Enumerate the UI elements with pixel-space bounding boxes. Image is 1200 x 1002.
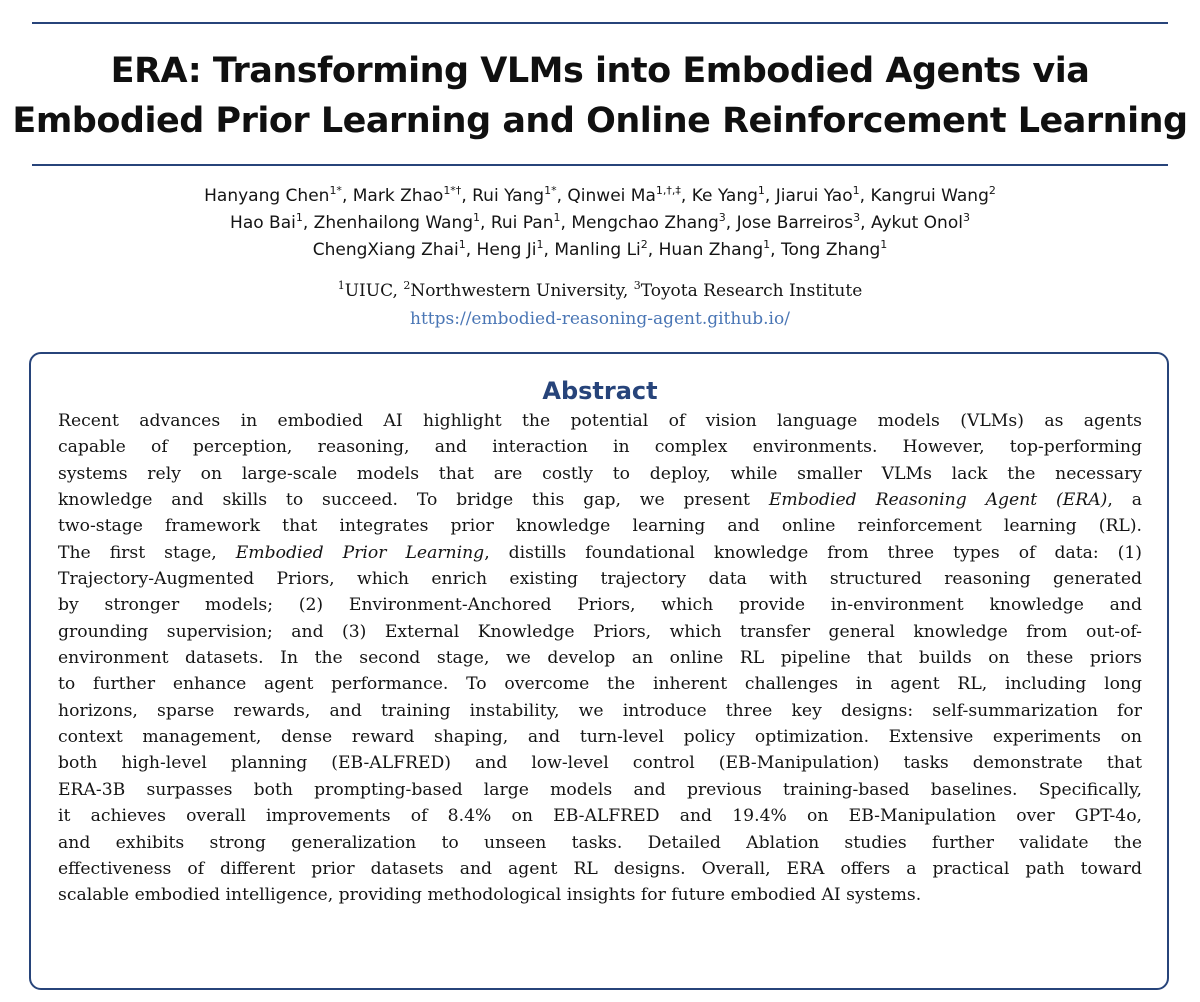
author-line: ChengXiang Zhai$^1$, Heng Ji$^1$, Manling Li$^2$, Huan Zhang$^1$, Tong Zhang$^1$ [312,238,888,260]
author-affiliation-mark: 1* [544,184,557,197]
author-affiliation-mark: 1 [536,238,544,251]
abstract-line [58,645,1142,671]
author-name: Mark Zhao [352,186,444,206]
abstract-segment: to further enhance agent performance. To overcome the inherent challenges in agent RL, including long [58,674,1142,695]
abstract-line [58,830,1142,856]
author-name: Zhenhailong Wang [313,213,474,233]
affiliations: $^1$UIUC, $^2$Northwestern University, $^3$Toyota Research Institute [337,279,863,301]
abstract-segment: , distills foundational knowledge from three types of data: (1) [484,542,1142,563]
author-name: ChengXiang Zhai [312,240,459,260]
author-affiliation-mark: 1 [757,184,765,197]
title-line-2: Embodied Prior Learning and Online Reinforcement Learning [12,101,1188,141]
affiliation-number: 1 [337,279,345,292]
author-name: Rui Pan [490,213,554,233]
author-affiliation-mark: 1*† [443,184,462,197]
abstract-line [58,566,1142,592]
abstract-line [58,671,1142,697]
abstract-line [58,434,1142,460]
abstract-line [58,724,1142,750]
abstract-line [58,803,1142,829]
abstract-segment: systems rely on large-scale models that are costly to deploy, while smaller VLMs lack the necessary [58,463,1142,484]
abstract-line [58,856,1142,882]
author-affiliation-mark: 2 [640,238,648,251]
author-affiliation-mark: 1 [852,184,860,197]
author-name: Manling Li [554,240,641,260]
author-name: Jose Barreiros [736,213,854,233]
affiliation-name: Toyota Research Institute [640,281,863,301]
abstract-emphasis: Embodied Reasoning Agent (ERA) [768,490,1108,511]
author-affiliation-mark: 1 [880,238,888,251]
author-name: Heng Ji [476,240,537,260]
abstract-line [58,882,1142,908]
author-name: Hanyang Chen [204,186,330,206]
abstract-segment: and exhibits strong generalization to unseen tasks. Detailed Ablation studies further validate the [58,832,1142,853]
author-name: Huan Zhang [658,240,764,260]
abstract-segment: , a [1107,490,1142,511]
author-list [0,183,1200,264]
abstract-segment: two-stage framework that integrates prior knowledge learning and online reinforcement learning (RL). [58,516,1142,537]
author-affiliation-mark: 3 [718,211,726,224]
abstract-line [58,461,1142,487]
author-line: Hanyang Chen$^{1*}$, Mark Zhao$^{1*\dagger}$, Rui Yang$^{1*}$, Qinwei $Ma^{1,\dagger,\ddagger}$, Ke Yang$^1$, Jiarui Yao$^1$, Kangrui Wang$^2$ [204,184,996,206]
affiliation-name: UIUC [344,281,393,301]
author-name: Jiarui Yao [775,186,853,206]
author-name: Tong Zhang [780,240,881,260]
project-link[interactable]: https://embodied-reasoning-agent.github.io/ [410,309,790,329]
bottom-rule [32,164,1168,166]
author-name: Mengchao Zhang [571,213,719,233]
author-affiliation-mark: 1 [763,238,771,251]
abstract-line [58,777,1142,803]
author-affiliation-mark: 1,†,‡ [655,184,681,197]
author-affiliation-mark: 1 [553,211,561,224]
abstract-segment: knowledge and skills to succeed. To bridge this gap, we present [58,490,769,511]
abstract-line [58,408,1142,434]
author-affiliation-mark: 3 [962,211,970,224]
abstract-emphasis: Embodied Prior Learning [235,542,485,563]
affiliation-number: 2 [403,279,411,292]
author-line: Hao Bai$^1$, Zhenhailong Wang$^1$, Rui Pan$^1$, Mengchao Zhang$^3$, Jose Barreiros$^3$, Aykut Onol$^3$ [230,211,970,233]
abstract-segment: Trajectory-Augmented Priors, which enrich existing trajectory data with structured reasoning generated [58,569,1142,590]
abstract-segment: context management, dense reward shaping, and turn-level policy optimization. Extensive experiments on [58,727,1142,748]
author-affiliation-mark: 1 [295,211,303,224]
abstract-segment: Recent advances in embodied AI highlight the potential of vision language models (VLMs) as agents [58,411,1142,431]
abstract-heading: Abstract [542,377,658,405]
author-affiliation-mark: 1 [458,238,466,251]
author-affiliation-mark: 1* [329,184,342,197]
abstract-segment: environment datasets. In the second stage, we develop an online RL pipeline that builds on these priors [58,648,1142,669]
author-affiliation-mark: 2 [988,184,996,197]
author-affiliation-mark: 3 [853,211,861,224]
abstract-segment: scalable embodied intelligence, providing methodological insights for future embodied AI systems. [58,885,922,906]
author-name: Aykut Onol [870,213,963,233]
abstract-segment: The first stage, [58,542,236,563]
abstract-segment: effectiveness of different prior datasets and agent RL designs. Overall, ERA offers a practical path toward [58,858,1142,879]
abstract-segment: it achieves overall improvements of 8.4% on EB-ALFRED and 19.4% on EB-Manipulation over GPT-4o, [58,806,1142,827]
abstract-line [58,619,1142,645]
author-name: Hao Bai [230,213,296,233]
abstract-segment: horizons, sparse rewards, and training instability, we introduce three key designs: self-summarization for [58,700,1142,721]
abstract-text [58,408,1142,909]
project-url [0,306,1200,332]
author-affiliation-mark: 1 [473,211,481,224]
title-line-1: ERA: Transforming VLMs into Embodied Agents via [110,51,1090,91]
author-name: Qinwei Ma [567,186,656,206]
affiliation-number: 3 [633,279,641,292]
abstract-segment: by stronger models; (2) Environment-Anchored Priors, which provide in-environment knowledge and [58,595,1142,616]
abstract-line [58,513,1142,539]
top-rule [32,22,1168,24]
author-name: Rui Yang [472,186,545,206]
affiliation-name: Northwestern University [410,281,623,301]
abstract-line [58,592,1142,618]
abstract-segment: capable of perception, reasoning, and interaction in complex environments. However, top-performing [58,437,1142,458]
abstract-segment: grounding supervision; and (3) External Knowledge Priors, which transfer general knowledge from out-of- [58,621,1142,642]
paper-title [0,46,1200,146]
author-name: Kangrui Wang [870,186,989,206]
abstract-line [58,750,1142,776]
abstract-segment: both high-level planning (EB-ALFRED) and low-level control (EB-Manipulation) tasks demonstrate that [58,753,1142,774]
abstract-line [58,487,1142,513]
abstract-segment: ERA-3B surpasses both prompting-based large models and previous training-based baselines. Specifically, [58,779,1142,800]
abstract-line [58,698,1142,724]
abstract-line [58,540,1142,566]
author-name: Ke Yang [691,186,758,206]
